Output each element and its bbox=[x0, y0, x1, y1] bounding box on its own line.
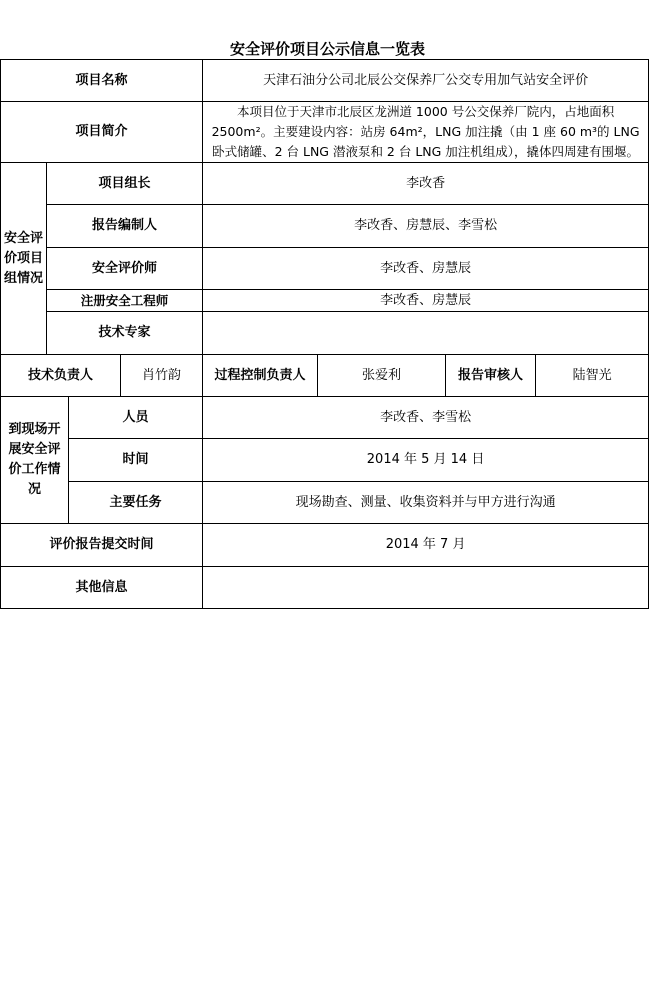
site-personnel-label: 人员 bbox=[69, 397, 203, 439]
report-writers-value: 李改香、房慧辰、李雪松 bbox=[203, 205, 649, 248]
document-title: 安全评价项目公示信息一览表 bbox=[229, 40, 425, 58]
site-time-label: 时间 bbox=[69, 439, 203, 482]
site-tasks-value: 现场勘查、测量、收集资料并与甲方进行沟通 bbox=[203, 482, 649, 524]
responsibles-row bbox=[1, 355, 649, 397]
site-tasks-label: 主要任务 bbox=[69, 482, 203, 524]
site-personnel-row bbox=[1, 397, 649, 439]
team-leader-value: 李改香 bbox=[203, 163, 649, 205]
experts-value bbox=[203, 312, 649, 355]
other-info-label: 其他信息 bbox=[1, 567, 203, 609]
other-info-value bbox=[203, 567, 649, 609]
safety-engineers-value: 李改香、房慧辰 bbox=[203, 290, 649, 312]
report-reviewer-value: 陆智光 bbox=[536, 355, 649, 397]
project-name-row bbox=[1, 60, 649, 102]
tech-responsible-value: 肖竹韵 bbox=[121, 355, 203, 397]
report-writers-label: 报告编制人 bbox=[47, 205, 203, 248]
site-time-row bbox=[1, 439, 649, 482]
process-responsible-value: 张爱利 bbox=[318, 355, 446, 397]
submit-time-value: 2014 年 7 月 bbox=[203, 524, 649, 567]
team-section-label: 安全评价项目组情况 bbox=[1, 163, 47, 355]
other-info-row bbox=[1, 567, 649, 609]
process-responsible-label: 过程控制负责人 bbox=[203, 355, 318, 397]
site-personnel-value: 李改香、李雪松 bbox=[203, 397, 649, 439]
site-tasks-row bbox=[1, 482, 649, 524]
report-reviewer-label: 报告审核人 bbox=[446, 355, 536, 397]
site-work-section-label: 到现场开展安全评价工作情况 bbox=[1, 397, 69, 524]
team-leader-label: 项目组长 bbox=[47, 163, 203, 205]
project-intro-value: 本项目位于天津市北辰区龙洲道 1000 号公交保养厂院内，占地面积 2500m²。主要建设内容：站房 64m²，LNG 加注撬（由 1 座 60 m³的 LNG 卧式储罐、2 台 LNG 潜液泵和 2 台 LNG 加注机组成），撬体四周建有围堰。 bbox=[203, 102, 649, 163]
project-intro-label: 项目简介 bbox=[1, 102, 203, 163]
safety-engineers-label: 注册安全工程师 bbox=[47, 290, 203, 312]
project-name-label: 项目名称 bbox=[1, 60, 203, 102]
site-time-value: 2014 年 5 月 14 日 bbox=[203, 439, 649, 482]
info-table bbox=[0, 59, 649, 609]
tech-responsible-label: 技术负责人 bbox=[1, 355, 121, 397]
evaluators-label: 安全评价师 bbox=[47, 248, 203, 290]
safety-engineers-row bbox=[1, 290, 649, 312]
experts-row bbox=[1, 312, 649, 355]
project-intro-row bbox=[1, 102, 649, 163]
team-leader-row bbox=[1, 163, 649, 205]
submit-time-row bbox=[1, 524, 649, 567]
project-name-value: 天津石油分公司北辰公交保养厂公交专用加气站安全评价 bbox=[203, 60, 649, 102]
submit-time-label: 评价报告提交时间 bbox=[1, 524, 203, 567]
report-writers-row bbox=[1, 205, 649, 248]
evaluators-row bbox=[1, 248, 649, 290]
evaluators-value: 李改香、房慧辰 bbox=[203, 248, 649, 290]
experts-label: 技术专家 bbox=[47, 312, 203, 355]
